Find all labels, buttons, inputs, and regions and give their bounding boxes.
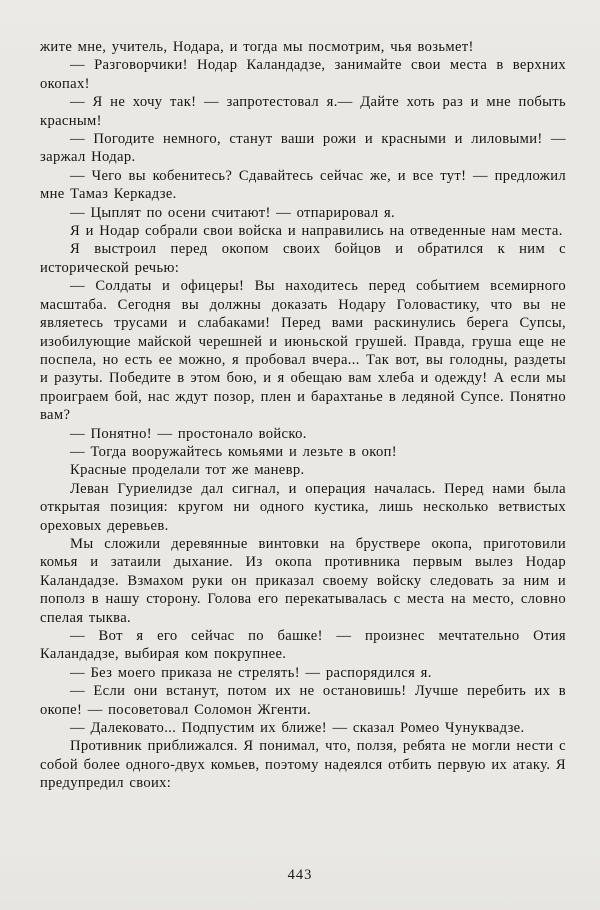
- paragraph: — Разговорчики! Нодар Каландадзе, занимайте свои места в верхних окопах!: [40, 57, 566, 92]
- paragraph: Красные проделали тот же маневр.: [70, 462, 305, 479]
- paragraph: Мы сложили деревянные винтовки на бруствере окопа, приготовили комья и затаили дыхание. Из окопа противника первым вылез Нодар Каландадзе. Взмахом руки он приказал своему войску следовать за ним и пополз в нашу сторону. Голова его перекатывалась с места на место, словно спелая тыква.: [40, 535, 566, 626]
- paragraph: — Погодите немного, станут ваши рожи и красными и лиловыми! — заржал Нодар.: [40, 131, 566, 166]
- paragraph: — Солдаты и офицеры! Вы находитесь перед событием всемирного масштаба. Сегодня вы должны доказать Нодару Головастику, что вы не являетесь трусами и слабаками! Перед вами раскинулись берега Супсы, изобилующие майской черешней и июньской грушей. Правда, груша еще не поспела, но есть ее можно, я пробовал вчера... Так вот, вы голодны, раздеты и разуты. Победите в этом бою, и я обещаю вам хлеба и одежду! А если мы проиграем бой, нас ждут позор, плен и барахтанье в ледяной Супсе. Понятно вам?: [40, 278, 566, 424]
- paragraph: Леван Гуриелидзе дал сигнал, и операция началась. Перед нами была открытая позиция: кругом ни одного кустика, лишь несколько ветвистых ореховых деревьев.: [40, 480, 566, 534]
- paragraph: Я выстроил перед окопом своих бойцов и обратился к ним с исторической речью:: [40, 241, 566, 276]
- paragraph: — Тогда вооружайтесь комьями и лезьте в окоп!: [70, 443, 397, 460]
- paragraph: жите мне, учитель, Нодара, и тогда мы посмотрим, чья возьмет!: [40, 39, 474, 55]
- paragraph: Противник приближался. Я понимал, что, ползя, ребята не могли нести с собой более одного-двух комьев, поэтому надеялся отбить первую их атаку. Я предупредил своих:: [40, 738, 566, 792]
- paragraph: — Без моего приказа не стрелять! — распорядился я.: [70, 664, 432, 681]
- paragraph: — Цыплят по осени считают! — отпарировал я.: [70, 204, 396, 221]
- paragraph: — Далековато... Подпустим их ближе! — сказал Ромео Чунуквадзе.: [70, 720, 525, 737]
- page-number: 443: [287, 867, 313, 883]
- paragraph: — Вот я его сейчас по башке! — произнес мечтательно Отия Каландадзе, выбирая ком покрупнее.: [40, 628, 566, 663]
- paragraph: — Чего вы кобенитесь? Сдавайтесь сейчас же, и все тут! — предложил мне Тамаз Керкадзе.: [40, 167, 566, 203]
- paragraph: — Понятно! — простонало войско.: [70, 425, 307, 442]
- text-block: [40, 38, 566, 793]
- paragraph: — Если они встанут, потом их не остановишь! Лучше перебить их в окопе! — посоветовал Соломон Жгенти.: [40, 683, 566, 718]
- paragraph: — Я не хочу так! — запротестовал я.— Дайте хоть раз и мне побыть красным!: [40, 94, 566, 129]
- paragraph: Я и Нодар собрали свои войска и направились на отведенные нам места.: [70, 223, 563, 240]
